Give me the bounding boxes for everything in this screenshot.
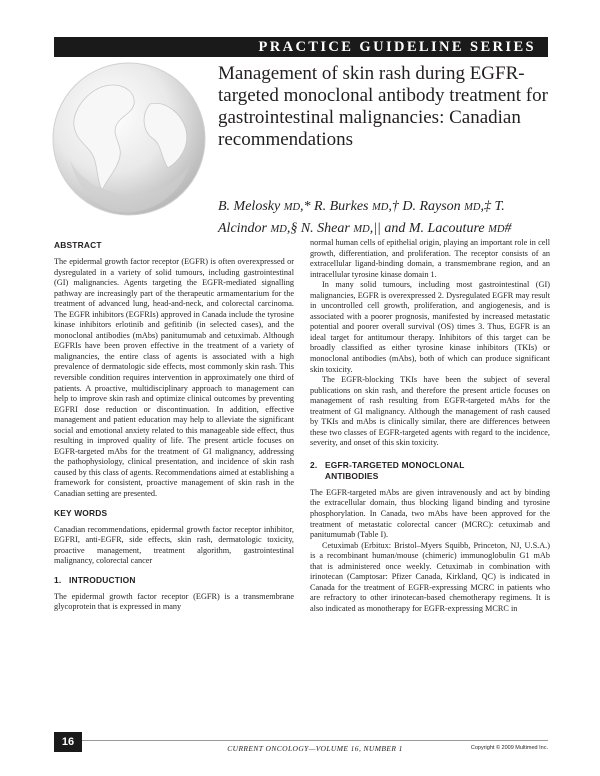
section-2-paragraph-2: Cetuximab (Erbitux: Bristol–Myers Squibb, Princeton, NJ, U.S.A.) is a recombinant human/mouse (chimeric) immunoglobulin G1 mAb that is administered once weekly. Cetuximab in combination with irinotecan (Camptosar: Pfizer Canada, Kirkland, QC) is indicated in Canada for the treatment of EGFR-expressing MCRC in patients who are refractory to other irinotecan-based chemotherapy regimens. It is also indicated as monotherapy for EGFR-expressing MCRC in (310, 540, 550, 613)
author-list (218, 196, 548, 240)
page-number: 16 (54, 732, 82, 752)
globe-logo (50, 60, 208, 218)
author-2: R. Burkes MD,† (314, 199, 399, 214)
article-title: Management of skin rash during EGFR-targeted monoclonal antibody treatment for gastrointestinal malignancies: Canadian recommendations (218, 63, 548, 150)
author-5: N. Shear MD,|| (300, 221, 381, 236)
copyright-notice: Copyright © 2009 Multimed Inc. (470, 745, 548, 751)
author-conjunction: and (384, 221, 406, 236)
series-title: PRACTICE GUIDELINE SERIES (258, 39, 536, 55)
section-2-heading: 2. EGFR-TARGETED MONOCLONAL ANTIBODIES (310, 459, 465, 481)
series-banner (54, 37, 548, 57)
author-1: B. Melosky MD,* (218, 199, 311, 214)
section-2-paragraph-1: The EGFR-targeted mAbs are given intravenously and act by binding the extracellular domain, thus blocking ligand binding and tyrosine phosphorylation. In Canada, two mAbs have been approved for the treatment of metastatic colorectal cancer (MCRC): cetuximab and panitumumab (Table I). (310, 487, 550, 540)
intro-paragraph-2: In many solid tumours, including most gastrointestinal (GI) malignancies, EGFR is overexpressed 2. Dysregulated EGFR may result in uncontrolled cell growth, proliferation, and angiogenesis, and is associated with a poorer prognosis, manifested by increased metastatic potential and poorer overall survival (OS) times 3. Thus, EGFR is an ideal target for antitumour therapy. Inhibitors of this target can be broadly classified as either tyrosine kinase inhibitors (TKIs) or monoclonal antibodies (mAbs), both of which can produce significant skin toxicity. (310, 280, 550, 374)
abstract-text: The epidermal growth factor receptor (EGFR) is often overexpressed or dysregulated in a variety of solid tumours, including gastrointestinal (GI) malignancies. Agents targeting the EGFR-mediated signalling pathway are increasingly part of the therapeutic armamentarium for the treatment of advanced lung, head-and-neck, and colorectal carcinoma. The EGFR inhibitors (EGFRIs) approved in Canada include the tyrosine kinase inhibitors erlotinib and gefitinib (in selected cases), and the monoclonal antibodies (mAbs) panitumumab and cetuximab. Although EGFRIs have been proven effective in the treatment of a variety of malignancies, the entire class of agents is associated with a high prevalence of dermatologic side effects, most commonly skin rash. This reversible condition requires intervention in approximately one third of patients. A proactive, multidisciplinary approach to management can help to improve skin rash and optimize clinical outcomes by preventing EGFRI dose reduction or discontinuation. In addition, effective management and patient education may help to alleviate the significant social and emotional anxiety related to this manageable side effect, thus resulting in improved quality of life. The present article focuses on EGFR-targeted mAbs for the treatment of GI malignancy, addressing the pathophysiology, clinical presentation, and incidence of skin rash caused by this class of agents. Recommendations aimed at establishing a framework for consistent, proactive management of skin rash in the Canadian setting are presented. (54, 257, 294, 499)
author-6: M. Lacouture MD# (408, 221, 512, 236)
author-4: T. Alcindor MD,§ (218, 199, 505, 236)
right-column (310, 238, 550, 615)
author-3: D. Rayson MD,‡ (402, 199, 491, 214)
keywords-heading: KEY WORDS (54, 507, 108, 518)
intro-paragraph-3: The EGFR-blocking TKIs have been the subject of several publications on skin rash, and therefore the present article focuses on management of rash resulting from EGFR-targeted mAbs for the treatment of GI malignancy. Although the management of rash caused by TKIs and mAbs is clinically similar, there are differences between these two classes of EGFR-targeted agents with regard to the incidence, severity, and onset of this skin toxicity. (310, 375, 550, 448)
journal-citation: CURRENT ONCOLOGY—VOLUME 16, NUMBER 1 (227, 744, 403, 753)
keywords-text: Canadian recommendations, epidermal growth factor receptor inhibitor, EGFRI, anti-EGFR, side effects, skin rash, dermatologic toxicity, proactive management, treatment algorithm, gastrointestinal malignancy, colorectal cancer (54, 524, 294, 566)
intro-paragraph-1: normal human cells of epithelial origin, playing an important role in cell growth, differentiation, and proliferation. The receptor consists of an extracellular ligand-binding domain, a transmembrane region, and an intracellular tyrosine kinase domain 1. (310, 238, 550, 279)
introduction-heading: 1. INTRODUCTION (54, 574, 136, 585)
abstract-heading: ABSTRACT (54, 240, 102, 250)
footer-divider (82, 740, 548, 741)
introduction-text: The epidermal growth factor receptor (EGFR) is a transmembrane glycoprotein that is expressed in many (54, 591, 294, 612)
left-column (54, 238, 294, 613)
